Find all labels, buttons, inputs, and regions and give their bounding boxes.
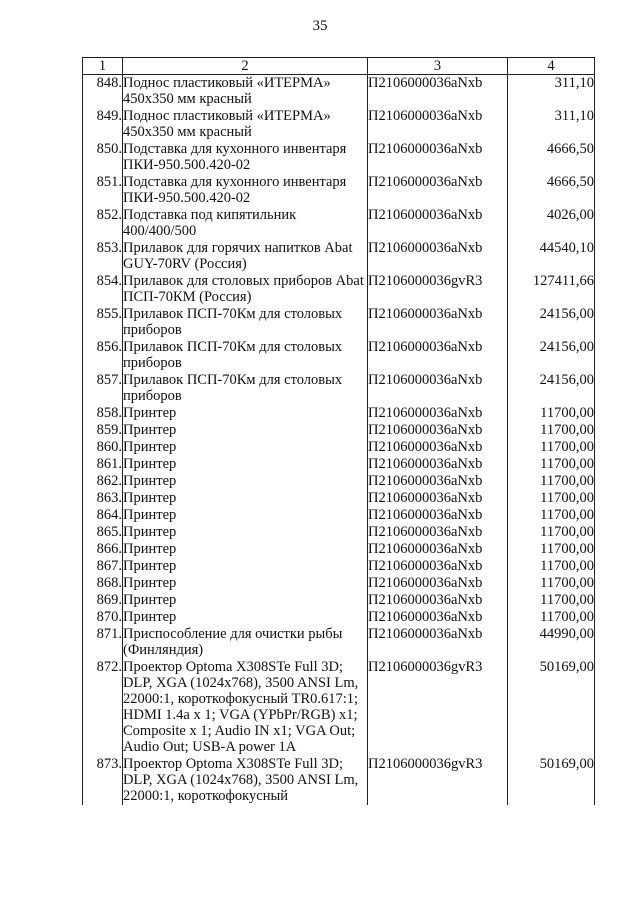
item-price: 311,10 xyxy=(508,108,595,141)
table-row xyxy=(83,273,595,306)
item-code: П2106000036aNxb xyxy=(368,626,508,659)
item-name: Проектор Optoma X308STe Full 3D; DLP, XGA (1024x768), 3500 ANSI Lm, 22000:1, короткофокусный xyxy=(123,756,368,805)
item-name: Поднос пластиковый «ИТЕРМА» 450х350 мм красный xyxy=(123,75,368,109)
row-number: 860. xyxy=(83,439,123,456)
item-code: П2106000036aNxb xyxy=(368,207,508,240)
table-row xyxy=(83,207,595,240)
item-price: 11700,00 xyxy=(508,575,595,592)
item-price: 50169,00 xyxy=(508,756,595,805)
table-row xyxy=(83,339,595,372)
row-number: 856. xyxy=(83,339,123,372)
table-row xyxy=(83,575,595,592)
item-code: П2106000036aNxb xyxy=(368,490,508,507)
table-row xyxy=(83,405,595,422)
item-name: Подставка для кухонного инвентаря ПКИ-950.500.420-02 xyxy=(123,174,368,207)
item-name: Проектор Optoma X308STe Full 3D; DLP, XGA (1024x768), 3500 ANSI Lm, 22000:1, короткофокусный TR0.617:1; HDMI 1.4a x 1; VGA (YPbPr/RGB) x1; Composite x 1; Audio IN x1; VGA Out; Audio Out; USB-A power 1A xyxy=(123,659,368,756)
column-header-2: 2 xyxy=(123,58,368,75)
item-code: П2106000036aNxb xyxy=(368,609,508,626)
row-number: 850. xyxy=(83,141,123,174)
row-number: 862. xyxy=(83,473,123,490)
item-name: Подставка для кухонного инвентаря ПКИ-950.500.420-02 xyxy=(123,141,368,174)
item-name: Прилавок для горячих напитков Abat GUY-70RV (Россия) xyxy=(123,240,368,273)
item-code: П2106000036aNxb xyxy=(368,339,508,372)
item-price: 11700,00 xyxy=(508,507,595,524)
row-number: 858. xyxy=(83,405,123,422)
item-price: 11700,00 xyxy=(508,541,595,558)
table-header-row xyxy=(83,58,595,75)
table-row xyxy=(83,372,595,405)
item-name: Принтер xyxy=(123,507,368,524)
table-row xyxy=(83,456,595,473)
item-code: П2106000036aNxb xyxy=(368,524,508,541)
item-name: Принтер xyxy=(123,490,368,507)
item-code: П2106000036aNxb xyxy=(368,592,508,609)
item-price: 11700,00 xyxy=(508,609,595,626)
item-name: Прилавок ПСП-70Км для столовых приборов xyxy=(123,306,368,339)
item-name: Принтер xyxy=(123,592,368,609)
item-price: 11700,00 xyxy=(508,524,595,541)
item-code: П2106000036aNxb xyxy=(368,575,508,592)
item-code: П2106000036aNxb xyxy=(368,541,508,558)
item-code: П2106000036aNxb xyxy=(368,473,508,490)
item-price: 4666,50 xyxy=(508,141,595,174)
table-row xyxy=(83,174,595,207)
item-price: 44540,10 xyxy=(508,240,595,273)
item-name: Принтер xyxy=(123,473,368,490)
item-code: П2106000036gvR3 xyxy=(368,659,508,756)
item-price: 11700,00 xyxy=(508,490,595,507)
item-price: 11700,00 xyxy=(508,422,595,439)
row-number: 872. xyxy=(83,659,123,756)
item-name: Принтер xyxy=(123,456,368,473)
item-price: 4666,50 xyxy=(508,174,595,207)
row-number: 854. xyxy=(83,273,123,306)
item-code: П2106000036aNxb xyxy=(368,141,508,174)
item-name: Подставка под кипятильник 400/400/500 xyxy=(123,207,368,240)
column-header-3: 3 xyxy=(368,58,508,75)
item-code: П2106000036aNxb xyxy=(368,174,508,207)
column-header-1: 1 xyxy=(83,58,123,75)
row-number: 867. xyxy=(83,558,123,575)
row-number: 873. xyxy=(83,756,123,805)
table-row xyxy=(83,558,595,575)
table-body xyxy=(83,75,595,806)
item-price: 11700,00 xyxy=(508,558,595,575)
row-number: 864. xyxy=(83,507,123,524)
item-price: 11700,00 xyxy=(508,439,595,456)
item-price: 11700,00 xyxy=(508,405,595,422)
item-price: 311,10 xyxy=(508,75,595,109)
item-code: П2106000036aNxb xyxy=(368,558,508,575)
table-row xyxy=(83,108,595,141)
table-row xyxy=(83,507,595,524)
item-price: 127411,66 xyxy=(508,273,595,306)
row-number: 861. xyxy=(83,456,123,473)
row-number: 865. xyxy=(83,524,123,541)
table-row xyxy=(83,439,595,456)
item-code: П2106000036aNxb xyxy=(368,306,508,339)
item-code: П2106000036aNxb xyxy=(368,75,508,109)
item-name: Принтер xyxy=(123,541,368,558)
page-number: 35 xyxy=(312,18,328,34)
item-name: Прилавок ПСП-70Км для столовых приборов xyxy=(123,339,368,372)
item-name: Приспособление для очистки рыбы (Финляндия) xyxy=(123,626,368,659)
item-price: 11700,00 xyxy=(508,456,595,473)
item-name: Принтер xyxy=(123,558,368,575)
item-name: Принтер xyxy=(123,422,368,439)
table-row xyxy=(83,592,595,609)
row-number: 869. xyxy=(83,592,123,609)
item-price: 24156,00 xyxy=(508,306,595,339)
row-number: 866. xyxy=(83,541,123,558)
row-number: 849. xyxy=(83,108,123,141)
table-row xyxy=(83,306,595,339)
item-price: 4026,00 xyxy=(508,207,595,240)
row-number: 871. xyxy=(83,626,123,659)
table-row xyxy=(83,240,595,273)
item-name: Прилавок для столовых приборов Abat ПСП-70КМ (Россия) xyxy=(123,273,368,306)
table-row xyxy=(83,524,595,541)
table-row xyxy=(83,756,595,805)
row-number: 870. xyxy=(83,609,123,626)
row-number: 863. xyxy=(83,490,123,507)
item-code: П2106000036aNxb xyxy=(368,240,508,273)
item-name: Принтер xyxy=(123,575,368,592)
item-code: П2106000036aNxb xyxy=(368,108,508,141)
column-header-4: 4 xyxy=(508,58,595,75)
table-row xyxy=(83,422,595,439)
row-number: 852. xyxy=(83,207,123,240)
item-code: П2106000036aNxb xyxy=(368,507,508,524)
row-number: 859. xyxy=(83,422,123,439)
table-row xyxy=(83,659,595,756)
table-row xyxy=(83,141,595,174)
table-row xyxy=(83,75,595,109)
item-price: 24156,00 xyxy=(508,339,595,372)
item-code: П2106000036aNxb xyxy=(368,372,508,405)
table-row xyxy=(83,541,595,558)
row-number: 868. xyxy=(83,575,123,592)
row-number: 857. xyxy=(83,372,123,405)
item-name: Принтер xyxy=(123,439,368,456)
item-code: П2106000036aNxb xyxy=(368,456,508,473)
item-name: Принтер xyxy=(123,405,368,422)
item-code: П2106000036aNxb xyxy=(368,439,508,456)
item-code: П2106000036gvR3 xyxy=(368,273,508,306)
row-number: 855. xyxy=(83,306,123,339)
item-code: П2106000036gvR3 xyxy=(368,756,508,805)
item-price: 11700,00 xyxy=(508,592,595,609)
item-name: Принтер xyxy=(123,524,368,541)
inventory-table xyxy=(82,57,595,805)
row-number: 853. xyxy=(83,240,123,273)
row-number: 848. xyxy=(83,75,123,109)
table-row xyxy=(83,626,595,659)
item-code: П2106000036aNxb xyxy=(368,405,508,422)
table-row xyxy=(83,609,595,626)
row-number: 851. xyxy=(83,174,123,207)
item-name: Поднос пластиковый «ИТЕРМА» 450х350 мм красный xyxy=(123,108,368,141)
item-name: Принтер xyxy=(123,609,368,626)
table-row xyxy=(83,490,595,507)
item-code: П2106000036aNxb xyxy=(368,422,508,439)
table-row xyxy=(83,473,595,490)
item-name: Прилавок ПСП-70Км для столовых приборов xyxy=(123,372,368,405)
item-price: 24156,00 xyxy=(508,372,595,405)
item-price: 50169,00 xyxy=(508,659,595,756)
item-price: 44990,00 xyxy=(508,626,595,659)
item-price: 11700,00 xyxy=(508,473,595,490)
